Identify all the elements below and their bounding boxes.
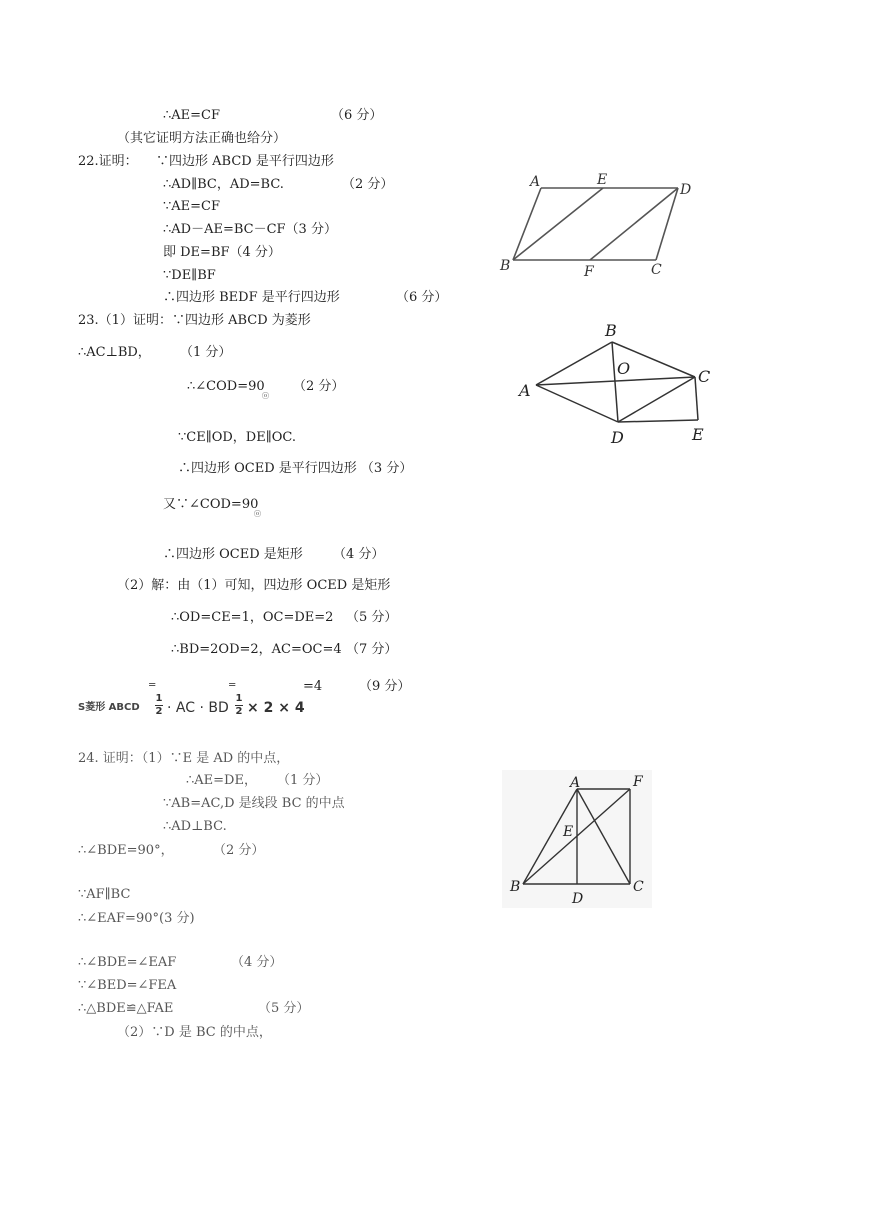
q22-line-5: ∵DE∥BF — [163, 268, 216, 283]
label-c: C — [651, 262, 662, 278]
q22-line-2: ∵AE=CF — [163, 199, 221, 214]
label-b: B — [605, 321, 617, 340]
q22-line-6: ∴四边形 BEDF 是平行四边形 — [163, 290, 340, 305]
area-formula-tail: × 2 × 4 — [247, 700, 305, 716]
q23-part2: （2）解：由（1）可知，四边形 OCED 是矩形 — [117, 578, 391, 593]
q22-line-1-score: （2 分） — [342, 177, 394, 192]
q24-line-1: ∴AE=DE， — [186, 773, 257, 788]
q24-triangle-figure — [502, 770, 652, 908]
q23-line-2-score: （2 分） — [293, 379, 345, 394]
q23-line-1-score: （1 分） — [180, 345, 232, 360]
q23-part2-line-1-score: （5 分） — [346, 610, 398, 625]
fraction-one-half-1 — [155, 694, 163, 717]
q22-line-3: ∴AD－AE=BC－CF（3 分） — [163, 222, 337, 237]
fraction-2-numerator: 1 — [235, 693, 243, 704]
q24-line-3: ∴AD⊥BC. — [163, 819, 227, 834]
label-d: D — [572, 891, 584, 907]
q22-line-1: ∴AD∥BC，AD=BC. — [163, 177, 284, 192]
q21-score: （6 分） — [331, 108, 383, 123]
q24-line-4: ∴∠BDE=90°， — [78, 843, 174, 858]
segment-dc — [656, 188, 678, 260]
label-e: E — [692, 425, 704, 444]
q23-line-4: ∴四边形 OCED 是平行四边形 （3 分） — [178, 461, 413, 476]
q23-line-1: ∴AC⊥BD， — [78, 345, 151, 360]
area-label-s-rhombus: S菱形 ABCD — [78, 702, 140, 713]
fraction-one-half-2 — [235, 694, 243, 717]
segment-bd — [612, 342, 618, 422]
q23-line-2: ∴∠COD=90 — [187, 379, 265, 394]
q24-line-9-score: （5 分） — [258, 1001, 310, 1016]
segment-ab — [536, 342, 612, 385]
label-a: A — [519, 381, 531, 400]
q23-part2-line-2-score: （7 分） — [346, 642, 398, 657]
q23-line-6: ∴四边形 OCED 是矩形 — [163, 547, 303, 562]
q24-line-2: ∵AB=AC,D 是线段 BC 的中点 — [163, 796, 345, 811]
label-a: A — [570, 775, 581, 791]
area-eq-1: = — [148, 680, 157, 691]
label-c: C — [698, 367, 711, 386]
label-e: E — [563, 824, 574, 840]
q22-line-6-score: （6 分） — [396, 290, 448, 305]
q21-conclusion: ∴AE=CF — [163, 108, 221, 123]
area-formula-mid: · AC · BD — [167, 700, 229, 716]
q24-line-5: ∵AF∥BC — [78, 887, 131, 902]
segment-cd — [618, 377, 695, 422]
q22-line-4: 即 DE=BF（4 分） — [163, 245, 281, 260]
segment-de — [618, 420, 698, 422]
area-eq-2: = — [228, 680, 237, 691]
q24-line-6: ∴∠EAF=90°(3 分) — [78, 911, 195, 926]
q24-line-1-score: （1 分） — [277, 773, 329, 788]
label-o: O — [617, 359, 631, 378]
area-eq-3: =4 — [303, 679, 323, 694]
label-d: D — [680, 182, 692, 198]
q21-note: （其它证明方法正确也给分） — [117, 131, 287, 146]
fraction-1-numerator: 1 — [155, 693, 163, 704]
degree-mark-2: ⓞ — [254, 510, 261, 518]
q24-part2: （2）∵D 是 BC 的中点， — [117, 1025, 272, 1040]
q22-given: ∵四边形 ABCD 是平行四边形 — [156, 154, 334, 169]
label-b: B — [500, 258, 511, 274]
q23-line-6-score: （4 分） — [333, 547, 385, 562]
q23-title: 23.（1）证明：∵四边形 ABCD 为菱形 — [78, 313, 311, 328]
q23-line-3: ∵CE∥OD，DE∥OC. — [178, 430, 296, 445]
q23-part2-line-2: ∴BD=2OD=2，AC=OC=4 — [171, 642, 342, 657]
degree-mark-1: ⓞ — [262, 392, 269, 400]
segment-ac — [577, 789, 630, 884]
q24-title: 24. 证明：（1）∵E 是 AD 的中点， — [78, 751, 290, 766]
fraction-2-denominator: 2 — [235, 706, 243, 717]
q24-line-7-score: （4 分） — [231, 955, 283, 970]
q24-line-8: ∵∠BED=∠FEA — [78, 978, 177, 993]
fraction-1-denominator: 2 — [155, 706, 163, 717]
area-score: （9 分） — [359, 679, 411, 694]
q22-title: 22.证明： — [78, 154, 138, 169]
segment-da — [536, 385, 618, 422]
q24-line-9: ∴△BDE≌△FAE — [78, 1001, 174, 1016]
label-b: B — [510, 879, 521, 895]
q24-line-7: ∴∠BDE=∠EAF — [78, 955, 177, 970]
label-d: D — [611, 428, 624, 447]
q24-line-4-score: （2 分） — [213, 843, 265, 858]
label-f: F — [633, 774, 643, 790]
q23-part2-line-1: ∴OD=CE=1，OC=DE=2 — [171, 610, 334, 625]
label-a: A — [530, 174, 541, 190]
label-c: C — [633, 879, 644, 895]
q23-rhombus-figure — [512, 318, 722, 448]
q23-line-5: 又∵∠COD=90 — [163, 497, 259, 512]
label-e: E — [597, 172, 608, 188]
q22-parallelogram-figure — [496, 170, 700, 280]
label-f: F — [584, 264, 594, 280]
segment-fd — [590, 188, 678, 260]
